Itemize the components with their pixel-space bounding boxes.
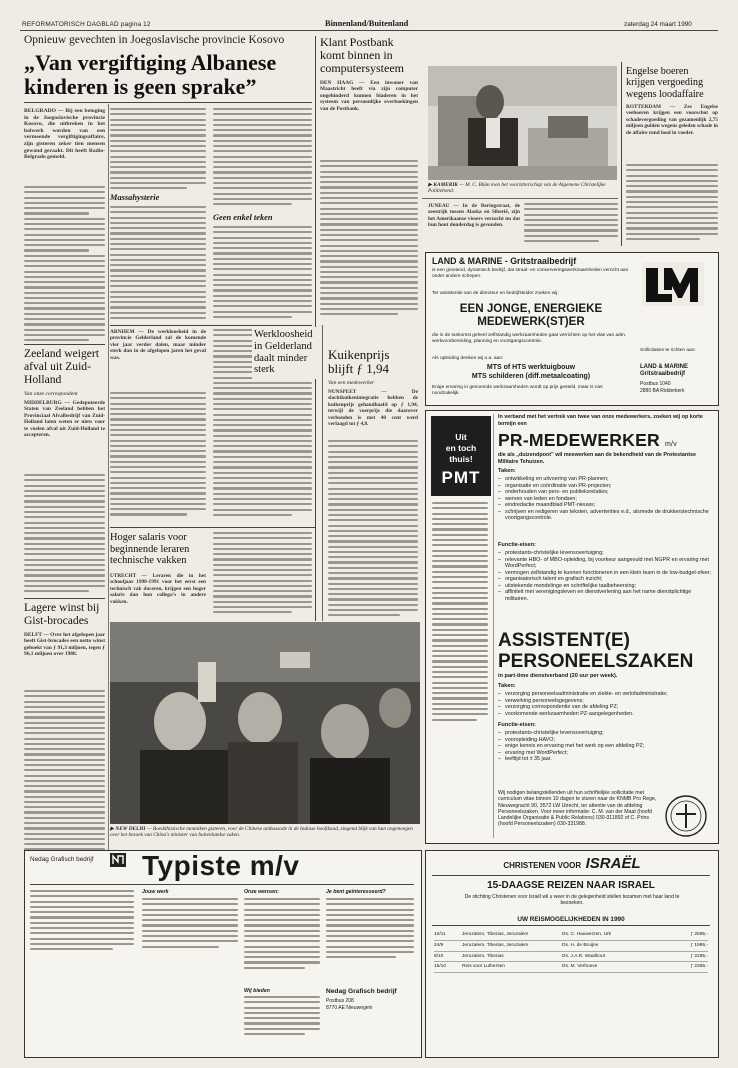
masthead-paper: REFORMATORISCH DAGBLAD pagina 12	[22, 21, 151, 28]
juneau-intro: JUNEAU — In de Beringstraat, de zeestrijk tussen Alaska en Siberië, zijn het Amerikaanse vissers verzocht nu dat bun hout donderdag is gevonden.	[428, 203, 520, 229]
bottom-photo	[110, 622, 420, 824]
pmt-emblem	[664, 794, 708, 838]
lead-col3-body	[213, 108, 312, 210]
typiste-rule	[30, 884, 414, 885]
top-photo-caption-text: — M. C. Blüm toen het voorzitterschap van de Algemene Christelijke Politiebond.	[428, 182, 606, 195]
top-photo-caption: ▶ KAMERIK — M. C. Blüm toen het voorzitterschap van de Algemene Christelijke Politiebond.	[428, 182, 606, 195]
israel-schedule-cell: Reis voor Luthersen	[462, 964, 505, 970]
israel-intro: De stichting Christenen voor Israël wil u weer in de gelegenheid stellen tezamen met haar land te bezoeken.	[464, 894, 680, 906]
zeeland-byline: Van onze correspondent	[24, 391, 78, 397]
col-rule-1	[108, 104, 109, 932]
ad-land-logo	[642, 262, 704, 306]
pmt-role-2b: PERSONEELSZAKEN	[498, 651, 694, 672]
hoger-headline: Hoger salaris voor beginnende leraren technische vakken	[110, 532, 190, 567]
masthead-rule	[20, 30, 718, 31]
pmt-requirement-2-item: – leeftijd tot ± 35 jaar.	[498, 756, 712, 763]
israel-rule-2	[432, 925, 710, 926]
pmt-role-suffix: m/v	[665, 441, 677, 448]
typiste-footer-address: Postbus 208	[326, 998, 354, 1004]
postbank-intro: DEN HAAG — Een inwoner van Maastricht heeft via zijn computer ongehinderd kunnen bladeren in het systeem van persoonlijke overboekingen van de Postbank.	[320, 80, 418, 112]
pmt-tasks2-label: Taken:	[498, 683, 516, 689]
pmt-slogan-2: en toch	[445, 443, 477, 453]
israel-schedule-cell: ƒ 2355,-	[690, 964, 708, 970]
israel-rule	[432, 875, 710, 876]
israel-schedule-row	[434, 962, 708, 973]
hoger-body-1	[213, 532, 312, 620]
typiste-footer-city: 8770 AE Nieuwegein	[326, 1005, 373, 1011]
pmt-requirement-2-item: – enige kennis en ervaring met het werk op een afdeling PZ;	[498, 743, 712, 750]
pmt-task-item: – onderhouden van pers- en publieksrelaties;	[498, 489, 712, 496]
kuiken-body	[328, 440, 418, 620]
lead-kicker: Opnieuw gevechten in Joegoslavische provincie Kosovo	[24, 34, 285, 46]
werk-body-1	[110, 392, 206, 524]
typiste-col-3-body	[326, 898, 414, 978]
top-photo-rule	[422, 198, 618, 199]
israel-schedule-row	[434, 941, 708, 952]
lead-subhead-2: Geen enkel teken	[213, 213, 273, 222]
ad-land-title: LAND & MARINE - Gritstraalbedrijf	[432, 256, 577, 266]
ad-land-apply-label: Als opleiding denken wij o.a. aan:	[432, 356, 504, 361]
zeeland-rule	[24, 344, 105, 345]
bottom-photo-caption: ▶ NEW DELHI — Boeddhistische monniken gisteren, voor de Chinese ambassade in de Indiase hoofdstad, zingend blijk van hun ongenoegen over het bezoek van China's minister van buitenlandse zaken.	[110, 826, 413, 839]
israel-schedule-cell: 8/10	[434, 953, 444, 959]
pmt-slogan-1: Uit	[455, 432, 467, 442]
kuiken-intro: NUNSPEET — De slachtkuikenintegratie hebben de kuikenprijs gehandhaafd op ƒ 1,94, terwijl de voerprijs die daarover verbonden is met 40 cent werd verlaagd tot ƒ 4,8.	[328, 389, 418, 428]
pmt-slogan-3: thuis!	[449, 454, 473, 464]
pmt-role-2a: ASSISTENT(E)	[498, 630, 630, 651]
ad-land-lead: Ter assistentie van de directeur en bedrijfsleider zoeken wij:	[432, 291, 559, 296]
typiste-intro	[30, 890, 134, 970]
werkloosheid-headline: Werkloosheid in Gelderland daalt minder sterk	[254, 329, 313, 376]
pmt-task-2-item: – verzorging personeelsadministratie en ziekte- en verlofadministratie;	[498, 691, 712, 698]
lead-rule	[24, 102, 312, 103]
masthead-date: zaterdag 24 maart 1990	[624, 21, 692, 28]
pmt-task-2-item: – verwerking personeelsgegevens;	[498, 698, 712, 705]
pmt-task-list-2	[498, 691, 712, 717]
pmt-task-2-item: – voorkomende werkzaamheden PZ-aangelegenheden.	[498, 711, 712, 718]
israel-schedule-title: UW REISMOGELIJKHEDEN IN 1990	[517, 916, 625, 923]
pmt-requirement-item: – protestants-christelijke levensovertuiging;	[498, 550, 712, 557]
typiste-col-3-label: Je bent geïnteresseerd?	[326, 889, 386, 895]
israel-schedule-cell: Ds. C. Hauwerzen, Urk	[562, 932, 612, 937]
typiste-col-4-label: Wij bieden	[244, 988, 270, 994]
ad-land-company: LAND & MARINE Gritstraalbedrijf	[640, 364, 688, 378]
kuiken-headline: Kuikenprijs blijft ƒ 1,94	[328, 347, 390, 376]
pmt-task-item: – schrijven en redigeren van teksten, advertenties e.d., alsmede de drukkerstechnische voortgangscontrole.	[498, 509, 712, 522]
lead-headline-1: „Van vergiftiging Albanese	[24, 50, 277, 75]
pmt-requirement-2-item: – vooropleiding HAVO;	[498, 737, 712, 744]
pmt-requirement-item: – relevante HBO- of MBO-opleiding, bij voorkeur aangevuld met NGPR en ervaring met WordPerfect;	[498, 557, 712, 570]
pmt-requirement-2-item: – ervaring met WordPerfect;	[498, 750, 712, 757]
top-photo-caption-lead: KAMERIK	[433, 182, 458, 188]
israel-schedule-cell: Jeruzalem, Tiberias, Jeruzalem	[462, 932, 529, 937]
juneau-body	[524, 203, 618, 249]
pmt-requirements-list-2	[498, 730, 712, 763]
pmt-role-title: PR-MEDEWERKER	[498, 430, 660, 450]
hoger-intro: UTRECHT — Leraren die in het schooljaar 1990-1991 voor het eerst een technisch vak doceren, krijgen een hoger salaris dan hun collega's in andere vakken.	[110, 573, 206, 605]
israel-brand-1: CHRISTENEN VOOR	[503, 861, 582, 870]
lead-subhead-1: Massahysterie	[110, 193, 160, 202]
typiste-col-2-body	[244, 898, 320, 982]
pmt-req-label: Functie-eisen:	[498, 542, 536, 548]
engelse-headline: Engelse boeren krijgen vergoeding wegens loodaffaire	[626, 66, 704, 100]
pmt-task-list	[498, 476, 712, 522]
pmt-intro: In verband met het vertrek van twee van onze medewerkers, zoeken wij op korte termijn een	[498, 414, 703, 427]
israel-schedule-cell: 24/9	[434, 942, 444, 948]
israel-schedule-cell: Ds. J.A.R. Waalhout	[562, 953, 606, 959]
kuiken-byline: Van een medewerker	[328, 380, 375, 386]
bottom-photo-caption-text: — Boeddhistische monniken gisteren, voor de Chinese ambassade in de Indiase hoofdstad, zingend blijk van hun ongenoegen over het bezoek van China's minister van buitenlandse zaken.	[110, 826, 413, 839]
zeeland-body	[24, 474, 105, 596]
werk-intro: ARNHEM — De werkloosheid in de provincie Gelderland zal de komende vier jaar verder dalen, maar minder sterk dan in de afgelopen jaren het geval was.	[110, 329, 206, 361]
pmt-req2-label: Functie-eisen:	[498, 722, 536, 728]
israel-schedule-cell: Ds. M. Verhoeve	[562, 964, 598, 970]
pmt-tasks-label: Taken:	[498, 468, 516, 474]
pmt-requirements-list	[498, 550, 712, 602]
pmt-requirement-item: – vermogen zelfstandig te kunnen functioneren in een klein team in de low-budget-sfeer;	[498, 570, 712, 577]
lead-col2-body-b	[110, 206, 206, 324]
top-photo	[428, 66, 617, 180]
pmt-role	[498, 430, 677, 451]
werk-top-rule	[110, 325, 312, 326]
pmt-task-item: – organisatie en coördinatie van PR-projecten;	[498, 483, 712, 490]
pmt-task-item: – eindredactie maandblad PMT-nieuws;	[498, 502, 712, 509]
gist-intro: DELFT — Over het afgelopen jaar heeft Gist-brocades een netto winst geboekt van ƒ 91,3 miljoen, tegen ƒ 96,1 miljoen over 1988.	[24, 632, 105, 658]
pmt-logo-text: PMT	[441, 468, 481, 487]
zeeland-intro: MIDDELBURG — Gedeputeerde Staten van Zeeland hebben het Provinciaal Afvalbedrijf van Zuid-Holland laten weten er niets voor te voelen afval uit Zuid-Holland te accepteren.	[24, 400, 105, 439]
israel-schedule-cell: ƒ 1995,-	[690, 942, 708, 948]
israel-title: 15-DAAGSE REIZEN NAAR ISRAEL	[487, 880, 655, 891]
israel-brand	[432, 855, 712, 873]
masthead-section: Binnenland/Buitenland	[325, 19, 409, 28]
engelse-intro: ROTTERDAM — Zes Engelse veeboeren krijgen een voorschot op schadevergoeding van gezamenlijk 2,75 miljoen gulden wegens geleden schade in de affaire rond lood in voeder.	[626, 104, 718, 136]
typiste-footer-company: Nedag Grafisch bedrijf	[326, 988, 397, 995]
typiste-title: Typiste m/v	[142, 850, 300, 881]
typiste-col-2-label: Onze wensen:	[244, 889, 279, 895]
bottom-photo-caption-lead: NEW DELHI	[115, 826, 146, 832]
israel-schedule-cell: ƒ 2595,-	[690, 932, 708, 937]
israel-schedule-cell: ƒ 2295,-	[690, 953, 708, 959]
israel-schedule-row	[434, 930, 708, 941]
lead-intro: BELGRADO — Bij een betoging in de Joegoslavische provincie Kosovo, die uitbreken in het bolwerk worden van een vermeende vergiftigingsaffaire, zijn gisteren zeker tien mensen gewond geraakt. Dit heeft Radio-Belgrado gemeld.	[24, 108, 105, 161]
israel-schedule-cell: 10/11	[434, 932, 446, 937]
col-rule-3	[621, 62, 622, 246]
typiste-col-4-body	[244, 996, 320, 1046]
hoger-rule	[110, 527, 315, 528]
pmt-side-text	[432, 502, 488, 730]
israel-schedule-row	[434, 952, 708, 963]
ad-land-apply-to: Sollicitaties te richten aan:	[640, 348, 696, 353]
pmt-logo-box	[431, 416, 491, 496]
pmt-requirement-item: – organisatorisch talent en grafisch inzicht;	[498, 576, 712, 583]
israel-schedule-cell: 15/10	[434, 964, 447, 970]
lead-col1-body	[24, 186, 105, 344]
pmt-footer: Wij nodigen belangstellenden uit hun schriftelijke sollicitatie met curriculum vitae binnen 10 dagen te sturen naar de KNMB Pro Rege, Nieuwegracht 90, 3572 LW Utrecht, ter attentie van de afdeling Personeelszaken. Voor meer informatie: C. M. van der Maat (hoofd Landelijke Organisatie & Public Relations) 030-311892 of C. Prins (hoofd Personeelszaken) 030-331988.	[498, 790, 657, 828]
israel-schedule-table	[434, 930, 708, 973]
gist-headline: Lagere winst bij Gist-brocades	[24, 601, 100, 627]
ad-land-footer: Enige ervaring in genoemde werkzaamheden wordt op prijs gesteld, maar is niet noodzakelijk.	[432, 385, 603, 396]
col-rule-4	[322, 325, 323, 621]
pmt-requirement-item: – uitstekende mondelinge en schriftelijke taalbeheersing;	[498, 583, 712, 590]
ad-land-title-2: EEN JONGE, ENERGIEKE MEDEWERK(ST)ER	[459, 302, 603, 328]
pmt-task-item: – ontwikkeling en uitvoering van PR-plannen;	[498, 476, 712, 483]
typiste-col-1-label: Jouw werk	[142, 889, 169, 895]
lead-headline-2: kinderen is geen sprake”	[24, 74, 257, 99]
typiste-company: Nedag Grafisch bedrijf	[30, 856, 94, 863]
pmt-requirement-item: – affiniteit met verenigingsleven en dienstverlening aan het name dienstplichtige militairen.	[498, 589, 712, 602]
ad-land-city: 2880 BA Ridderkerk	[640, 388, 685, 394]
israel-schedule-cell: Jeruzalem, Tiberias, Jeruzalem	[462, 942, 529, 948]
ad-land-pobox: Postbus 1040	[640, 381, 671, 387]
typiste-logo	[110, 853, 126, 867]
pmt-role-2c: in part-time dienstverband (20 uur per week).	[498, 673, 618, 679]
nedag-logo-icon	[110, 853, 126, 867]
ad-land-edu-2: MTS schilderen (diff.metaalcoating)	[471, 373, 591, 380]
top-photo-image	[428, 66, 617, 180]
lm-logo-icon	[642, 262, 704, 306]
lead-col2-body	[110, 108, 206, 190]
zeeland-headline: Zeeland weigert afval uit Zuid-Holland	[24, 347, 99, 386]
typiste-col-1-body	[142, 898, 238, 962]
postbank-headline: Klant Postbank komt binnen in computersysteem	[320, 35, 404, 76]
ad-land-edu-1: MTS of HTS werktuigbouw	[486, 364, 576, 371]
pmt-requirement-2-item: – protestants-christelijke levensovertuiging;	[498, 730, 712, 737]
israel-schedule-cell: Jeruzalem, Tiberias	[462, 953, 504, 959]
werkloosheid-headline-area	[252, 327, 320, 379]
pmt-desc: die als „duizendpoot” wil meewerken aan de bekendheid van de Protestantse Militaire Tehuizen.	[498, 452, 697, 465]
lead-col3-body-b	[213, 226, 312, 324]
gist-rule	[24, 598, 105, 599]
pmt-task-item: – werven van leden en fondsen;	[498, 496, 712, 503]
postbank-body	[320, 160, 418, 320]
pmt-emblem-icon	[664, 794, 708, 838]
bottom-photo-image	[110, 622, 420, 824]
ad-land-intro: is een groeiend, dynamisch bedrijf, dat straal- en conserveringswerkzaamheden verricht aan onder andere schepen.	[432, 268, 629, 279]
ad-land-body: die in de toekomst geheel zelfstandig werkzaamheden gaat verrichten op het vlak van adm. werkvoorbereiding, planning en voortgangscontrole.	[432, 333, 627, 344]
israel-schedule-cell: Ds. H. de Bruijne	[562, 942, 599, 948]
israel-brand-2: ISRAËL	[585, 855, 641, 872]
engelse-body	[626, 164, 718, 246]
pmt-task-2-item: – verzorging correspondentie van de afdeling PZ;	[498, 704, 712, 711]
